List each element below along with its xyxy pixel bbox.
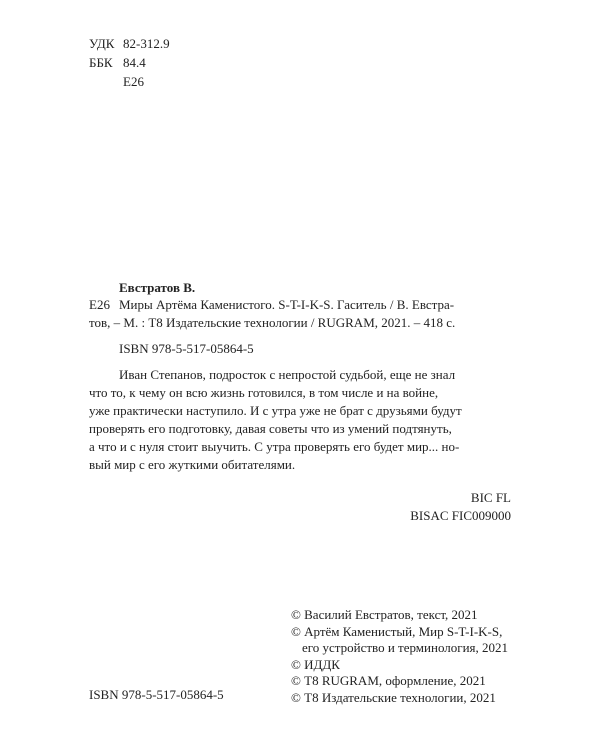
copyright-line: © Василий Евстратов, текст, 2021 — [291, 607, 478, 622]
author-mark: Е26 — [89, 297, 110, 312]
udk-label: УДК — [89, 36, 115, 51]
annotation-line: что то, к чему он всю жизнь готовился, в том числе и на войне, — [89, 385, 439, 400]
author-name: Евстратов В. — [119, 280, 196, 295]
udk-line — [89, 36, 170, 52]
copyright-line: © Т8 RUGRAM, оформление, 2021 — [291, 673, 486, 688]
copyright-line: © ИДДК — [291, 656, 340, 672]
isbn-bottom: ISBN 978-5-517-05864-5 — [89, 687, 224, 702]
isbn-record: ISBN 978-5-517-05864-5 — [119, 341, 254, 356]
copyright-line: © Т8 Издательские технологии, 2021 — [291, 689, 496, 705]
bic-code: BIC FL — [470, 490, 511, 505]
annotation-line: а что и с нуля стоит выучить. С утра проверять его будет мир... но- — [89, 439, 460, 454]
bibliographic-line-1: Миры Артёма Каменистого. S-T-I-K-S. Гаситель / В. Евстра- — [119, 297, 455, 312]
bbk-code: 84.4 — [123, 55, 146, 70]
annotation-line: вый мир с его жуткими обитателями. — [89, 457, 296, 472]
bibliographic-line-2: тов, – М. : Т8 Издательские технологии / RUGRAM, 2021. – 418 с. — [89, 315, 456, 330]
annotation-line: Иван Степанов, подросток с непростой судьбой, еще не знал — [119, 367, 456, 382]
subject-codes — [410, 489, 511, 525]
copyright-block — [291, 607, 508, 706]
annotation-line: проверять его подготовку, давая советы что из умений подтянуть, — [89, 421, 452, 436]
author-mark-top: Е26 — [123, 74, 144, 89]
copyright-line: его устройство и терминология, 2021 — [302, 640, 509, 655]
bbk-line — [89, 55, 146, 71]
bisac-code: BISAC FIC009000 — [410, 508, 511, 523]
bbk-label: ББК — [89, 55, 113, 70]
udk-code: 82-312.9 — [123, 36, 170, 51]
copyright-line: © Артём Каменистый, Мир S-T-I-K-S, — [291, 623, 503, 639]
annotation-line: уже практически наступило. И с утра уже не брат с друзьями будут — [89, 403, 462, 418]
